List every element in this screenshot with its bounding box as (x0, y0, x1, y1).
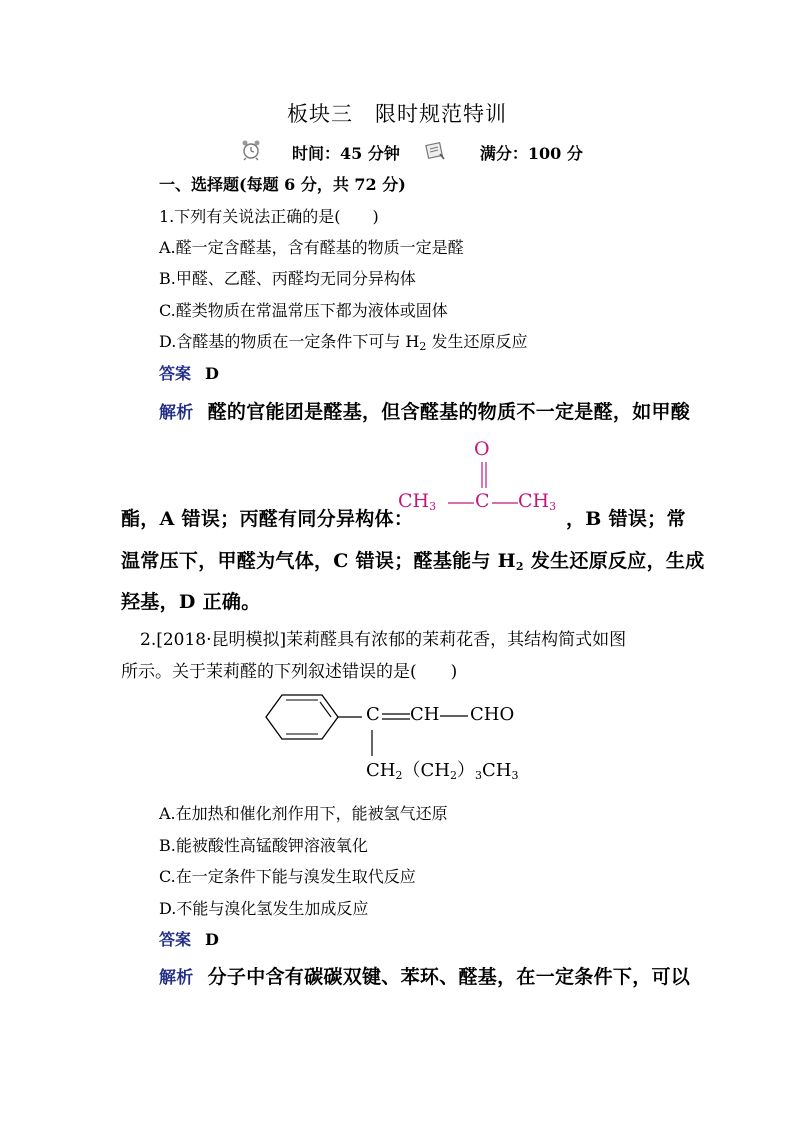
q1-analysis-line2a: 酯，A 错误；丙醛有同分异构体： (121, 508, 414, 530)
q1-option-d: D.含醛基的物质在一定条件下可与 $H_2$ 发生还原反应 (159, 332, 528, 353)
document-icon (424, 139, 446, 165)
analysis-label: 解析 (159, 403, 194, 423)
full-score: 满分：100 分 (479, 143, 583, 163)
answer-value: D (205, 364, 219, 383)
q2-option-d: D.不能与溴化氢发生加成反应 (159, 899, 369, 918)
q2-option-b: B.能被酸性高锰酸钾溶液氧化 (159, 836, 368, 855)
q1-stem: 1.下列有关说法正确的是( ) (159, 207, 379, 226)
q2-option-a: A.在加热和催化剂作用下，能被氢气还原 (159, 804, 448, 823)
benzene-ring-icon (262, 690, 362, 750)
q2-answer (159, 927, 219, 950)
q1-option-a: A.醛一定含醛基，含有醛基的物质一定是醛 (159, 238, 464, 257)
answer-label: 答案 (159, 364, 192, 383)
q2-analysis-line1: 解析 分子中含有碳碳双键、苯环、醛基，在一定条件下，可以 (159, 966, 691, 988)
q1-option-c: C.醛类物质在常温常压下都为液体或固体 (159, 301, 448, 320)
q1-option-b: B.甲醛、乙醛、丙醛均无同分异构体 (159, 269, 416, 288)
q2-stem-line2: 所示。关于茉莉醛的下列叙述错误的是( ) (121, 662, 458, 682)
q2-stem-line1: 2.[2018·昆明模拟]茉莉醛具有浓郁的茉莉花香，其结构简式如图 (140, 630, 627, 650)
q1-analysis-line1: 解析 醛的官能团是醛基，但含醛基的物质不一定是醛，如甲酸 (159, 401, 691, 423)
q2-option-c: C.在一定条件下能与溴发生取代反应 (159, 867, 416, 886)
time-limit: 时间：45 分钟 (292, 143, 400, 163)
answer-label: 答案 (159, 930, 192, 949)
q1-answer (159, 361, 219, 384)
q1-analysis-line3: 温常压下，甲醛为气体，C 错误；醛基能与 $H_2$ 发生还原反应，生成 (121, 550, 705, 573)
section-heading: 一、选择题(每题 6 分，共 72 分) (159, 175, 406, 194)
analysis-label: 解析 (159, 968, 194, 988)
answer-value: D (205, 930, 219, 949)
q1-analysis-line4: 羟基，D 正确。 (121, 591, 261, 613)
acetone-structure: O $CH_3$ C $CH_3$ (398, 438, 557, 513)
exam-meta (230, 139, 583, 165)
alarm-clock-icon (240, 139, 262, 165)
q1-analysis-line2b: ，B 错误；常 (566, 508, 686, 530)
jasmine-aldehyde-structure: C CH CHO $CH_2(CH_2)_3CH_3$ (262, 690, 562, 785)
page-title: 板块三 限时规范特训 (287, 102, 507, 126)
